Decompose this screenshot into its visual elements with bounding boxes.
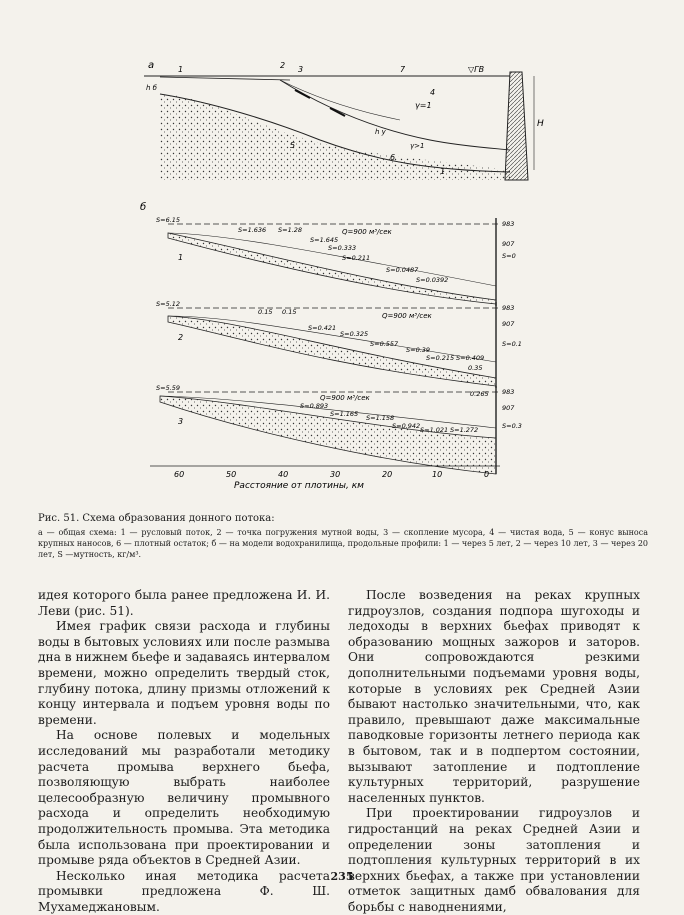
label-gs: γ>1 xyxy=(410,142,425,150)
profile-2-right-2: S=0.1 xyxy=(502,340,522,348)
label-hb: h б xyxy=(146,84,157,92)
profile-3-s2: S=1.165 xyxy=(330,410,359,418)
label-7: 7 xyxy=(400,65,406,74)
profile-2-s1: 0.15 xyxy=(258,308,273,316)
label-5: 5 xyxy=(290,141,296,150)
axis-tick-40: 40 xyxy=(278,470,289,479)
profile-3 xyxy=(156,384,522,474)
caption-title: Рис. 51. Схема образования донного потока: xyxy=(38,513,275,524)
flow-arrow xyxy=(295,90,310,98)
profile-1-right-0: 983 xyxy=(502,220,515,228)
profile-1-s7: S=0.0392 xyxy=(416,276,449,284)
axis-tick-10: 10 xyxy=(432,470,443,479)
panel-b-diagram xyxy=(140,201,522,491)
panel-b-label: б xyxy=(140,202,147,213)
profile-2-number: 2 xyxy=(178,333,184,342)
profile-3-s6: S=1.272 xyxy=(450,426,479,434)
label-hy: h у xyxy=(375,128,386,136)
paragraph: При проектировании гидроузлов и гидростанций на реках Средней Азии и определении зоны затопления и подтопления культурных территорий в их верхних бьефах, а также при установлении отметок защитных дамб обвалования для борьбы с наводнениями, xyxy=(348,806,640,914)
profile-3-right-1: 907 xyxy=(502,404,515,412)
profile-1-s3: S=1.645 xyxy=(310,236,339,244)
page-number: 235 xyxy=(330,870,354,883)
axis-tick-60: 60 xyxy=(174,470,185,479)
profile-2-s2: 0.15 xyxy=(282,308,297,316)
label-4: 4 xyxy=(430,88,436,97)
profile-1-number: 1 xyxy=(178,253,184,262)
profile-2-discharge: Q=900 м³/сек xyxy=(382,312,432,320)
profile-2 xyxy=(156,300,522,388)
profile-1 xyxy=(156,216,516,306)
profile-3-s4: S=0.942 xyxy=(392,422,421,430)
profile-1-s2: S=1.28 xyxy=(278,226,303,234)
figure-caption xyxy=(38,513,648,560)
profile-3-right-2: S=0.3 xyxy=(502,422,522,430)
label-gamma: γ=1 xyxy=(415,101,432,110)
profile-1-s5: S=0.211 xyxy=(342,254,371,262)
distance-axis-label: Расстояние от плотины, км xyxy=(234,481,364,491)
profile-3-discharge: Q=900 м³/сек xyxy=(320,394,370,402)
label-3: 3 xyxy=(298,65,304,74)
profile-1-discharge: Q=900 м³/сек xyxy=(342,228,392,236)
profile-2-s6: S=0.39 xyxy=(406,346,431,354)
paragraph: После возведения на реках крупных гидроузлов, создания подпора шугоходы и ледоходы в верхних бьефах приводят к образованию мощных зажоров и заторов. Они сопровождаются резкими дополнительными подъемами уровня воды, которые в условиях рек Средней Азии бывают настолько значительными, что, как правило, превышают даже максимальные паводковые горизонты летнего периода как в бытовом, так и в подпертом состоянии, вызывают затопление и подтопление культурных территорий, разрушение населенных пунктов. xyxy=(348,588,640,805)
axis-tick-20: 20 xyxy=(382,470,393,479)
panel-a-label: а xyxy=(148,60,155,71)
profile-3-s5: S=1.021 xyxy=(420,426,449,434)
profile-2-s5: S=0.557 xyxy=(370,340,399,348)
profile-2-s9: 0.35 xyxy=(468,364,483,372)
caption-legend: а — общая схема: 1 — русловый поток, 2 — точка погружения мутной воды, 3 — скопление мусора, 4 — чистая вода, 5 — конус выноса крупных наносов, 6 — плотный остаток; б — на модели водохранилища, продольные профили: 1 — через 5 лет, 2 — через 10 лет, 3 — через 20 лет, S —мутность, кг/м³. xyxy=(38,528,648,559)
profile-1-s4: S=0.333 xyxy=(328,244,357,252)
panel-a-diagram xyxy=(144,60,544,180)
left-column xyxy=(38,588,330,915)
profile-2-s8: S=0.409 xyxy=(456,354,485,362)
axis-tick-0: 0 xyxy=(484,470,490,479)
label-6: 6 xyxy=(390,153,396,162)
profile-2-s3: S=0.421 xyxy=(308,324,337,332)
paragraph: Имея график связи расхода и глубины воды в бытовых условиях или после размыва дна в нижнем бьефе и задаваясь интервалом времени, можно определить твердый сток, глубину потока, длину призмы отложений к концу интервала и подъем уровня воды по времени. xyxy=(38,619,330,727)
label-1: 1 xyxy=(178,65,184,74)
profile-3-s0: S=5.59 xyxy=(156,384,181,392)
flow-arrow xyxy=(330,108,345,116)
axis-tick-50: 50 xyxy=(226,470,237,479)
profile-3-s3: S=1.158 xyxy=(366,414,395,422)
profile-1-right-2: S=0 xyxy=(502,252,516,260)
label-1b: 1 xyxy=(440,167,446,176)
right-column xyxy=(348,588,640,915)
figure-51 xyxy=(130,50,550,500)
profile-2-right-1: 907 xyxy=(502,320,515,328)
profile-2-s0: S=5.12 xyxy=(156,300,181,308)
profile-1-s6: S=0.0487 xyxy=(386,266,419,274)
profile-2-right-0: 983 xyxy=(502,304,515,312)
label-2: 2 xyxy=(280,61,286,70)
label-gv: ▽ГВ xyxy=(468,65,485,74)
profile-2-s4: S=0.325 xyxy=(340,330,369,338)
profile-1-s0: S=6.15 xyxy=(156,216,181,224)
profile-1-right-1: 907 xyxy=(502,240,515,248)
profile-1-s1: S=1.636 xyxy=(238,226,267,234)
profile-3-right-0: 983 xyxy=(502,388,515,396)
paragraph: идея которого была ранее предложена И. И. Леви (рис. 51). xyxy=(38,588,330,618)
profile-3-number: 3 xyxy=(178,417,184,426)
paragraph: На основе полевых и модельных исследований мы разработали методику расчета промыва верхнего бьефа, позволяющую выбрать наиболее целесообразную величину промывного расхода и определить необходимую продолжительность промыва. Эта методика была использована при проектировании и промыве ряда объектов в Средней Азии. xyxy=(38,728,330,868)
turbid-flow-line xyxy=(280,80,510,150)
profile-2-s7: S=0.215 xyxy=(426,354,455,362)
flow-surface-line xyxy=(160,77,290,80)
axis-tick-30: 30 xyxy=(330,470,341,479)
sediment-cone xyxy=(160,95,510,180)
profile-3-s1: S=0.893 xyxy=(300,402,329,410)
label-H: H xyxy=(537,119,544,129)
paragraph: Несколько иная методика расчета промывки предложена Ф. Ш. Мухамеджановым. xyxy=(38,868,330,914)
dam xyxy=(505,72,528,180)
profile-3-s7: 0.265 xyxy=(470,390,489,398)
